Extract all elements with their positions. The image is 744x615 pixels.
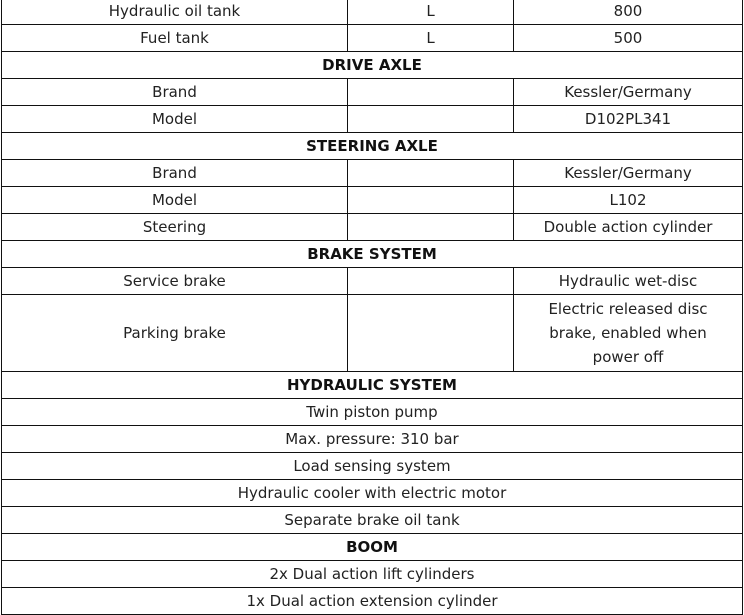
section-header-boom <box>2 534 743 561</box>
row-unit <box>348 187 514 214</box>
row-unit <box>348 160 514 187</box>
table-row <box>2 588 743 615</box>
row-label: Model <box>2 187 348 214</box>
row-unit: L <box>348 0 514 25</box>
row-value: Hydraulic wet-disc <box>514 268 743 295</box>
row-unit <box>348 214 514 241</box>
table-row <box>2 214 743 241</box>
feature-item: Separate brake oil tank <box>2 507 743 534</box>
row-label: Brand <box>2 79 348 106</box>
row-unit <box>348 268 514 295</box>
table-row <box>2 79 743 106</box>
row-value: 800 <box>514 0 743 25</box>
table-row <box>2 453 743 480</box>
row-label: Brand <box>2 160 348 187</box>
row-value: Kessler/Germany <box>514 160 743 187</box>
table-row <box>2 268 743 295</box>
row-label: Parking brake <box>2 295 348 372</box>
row-unit <box>348 295 514 372</box>
table-row <box>2 507 743 534</box>
row-value: Kessler/Germany <box>514 79 743 106</box>
row-value: L102 <box>514 187 743 214</box>
table-row <box>2 561 743 588</box>
section-header-drive-axle <box>2 52 743 79</box>
table-row <box>2 106 743 133</box>
row-label: Steering <box>2 214 348 241</box>
table-row <box>2 0 743 25</box>
row-label: Model <box>2 106 348 133</box>
feature-item: Load sensing system <box>2 453 743 480</box>
feature-item: 1x Dual action extension cylinder <box>2 588 743 615</box>
row-value: Electric released disc brake, enabled when power off <box>514 295 743 372</box>
table-row <box>2 187 743 214</box>
section-title: BOOM <box>2 534 743 561</box>
feature-item: 2x Dual action lift cylinders <box>2 561 743 588</box>
section-title: DRIVE AXLE <box>2 52 743 79</box>
feature-item: Hydraulic cooler with electric motor <box>2 480 743 507</box>
row-value: D102PL341 <box>514 106 743 133</box>
table-row <box>2 480 743 507</box>
spec-table <box>1 0 743 615</box>
row-unit <box>348 106 514 133</box>
section-header-brake-system <box>2 241 743 268</box>
section-header-hydraulic-system <box>2 372 743 399</box>
table-row <box>2 295 743 372</box>
table-row <box>2 160 743 187</box>
row-label: Hydraulic oil tank <box>2 0 348 25</box>
row-unit <box>348 79 514 106</box>
section-title: BRAKE SYSTEM <box>2 241 743 268</box>
table-row <box>2 25 743 52</box>
section-header-steering-axle <box>2 133 743 160</box>
section-title: STEERING AXLE <box>2 133 743 160</box>
feature-item: Max. pressure: 310 bar <box>2 426 743 453</box>
row-label: Service brake <box>2 268 348 295</box>
row-value: Double action cylinder <box>514 214 743 241</box>
section-title: HYDRAULIC SYSTEM <box>2 372 743 399</box>
row-value: 500 <box>514 25 743 52</box>
feature-item: Twin piston pump <box>2 399 743 426</box>
row-label: Fuel tank <box>2 25 348 52</box>
row-unit: L <box>348 25 514 52</box>
table-row <box>2 399 743 426</box>
table-row <box>2 426 743 453</box>
